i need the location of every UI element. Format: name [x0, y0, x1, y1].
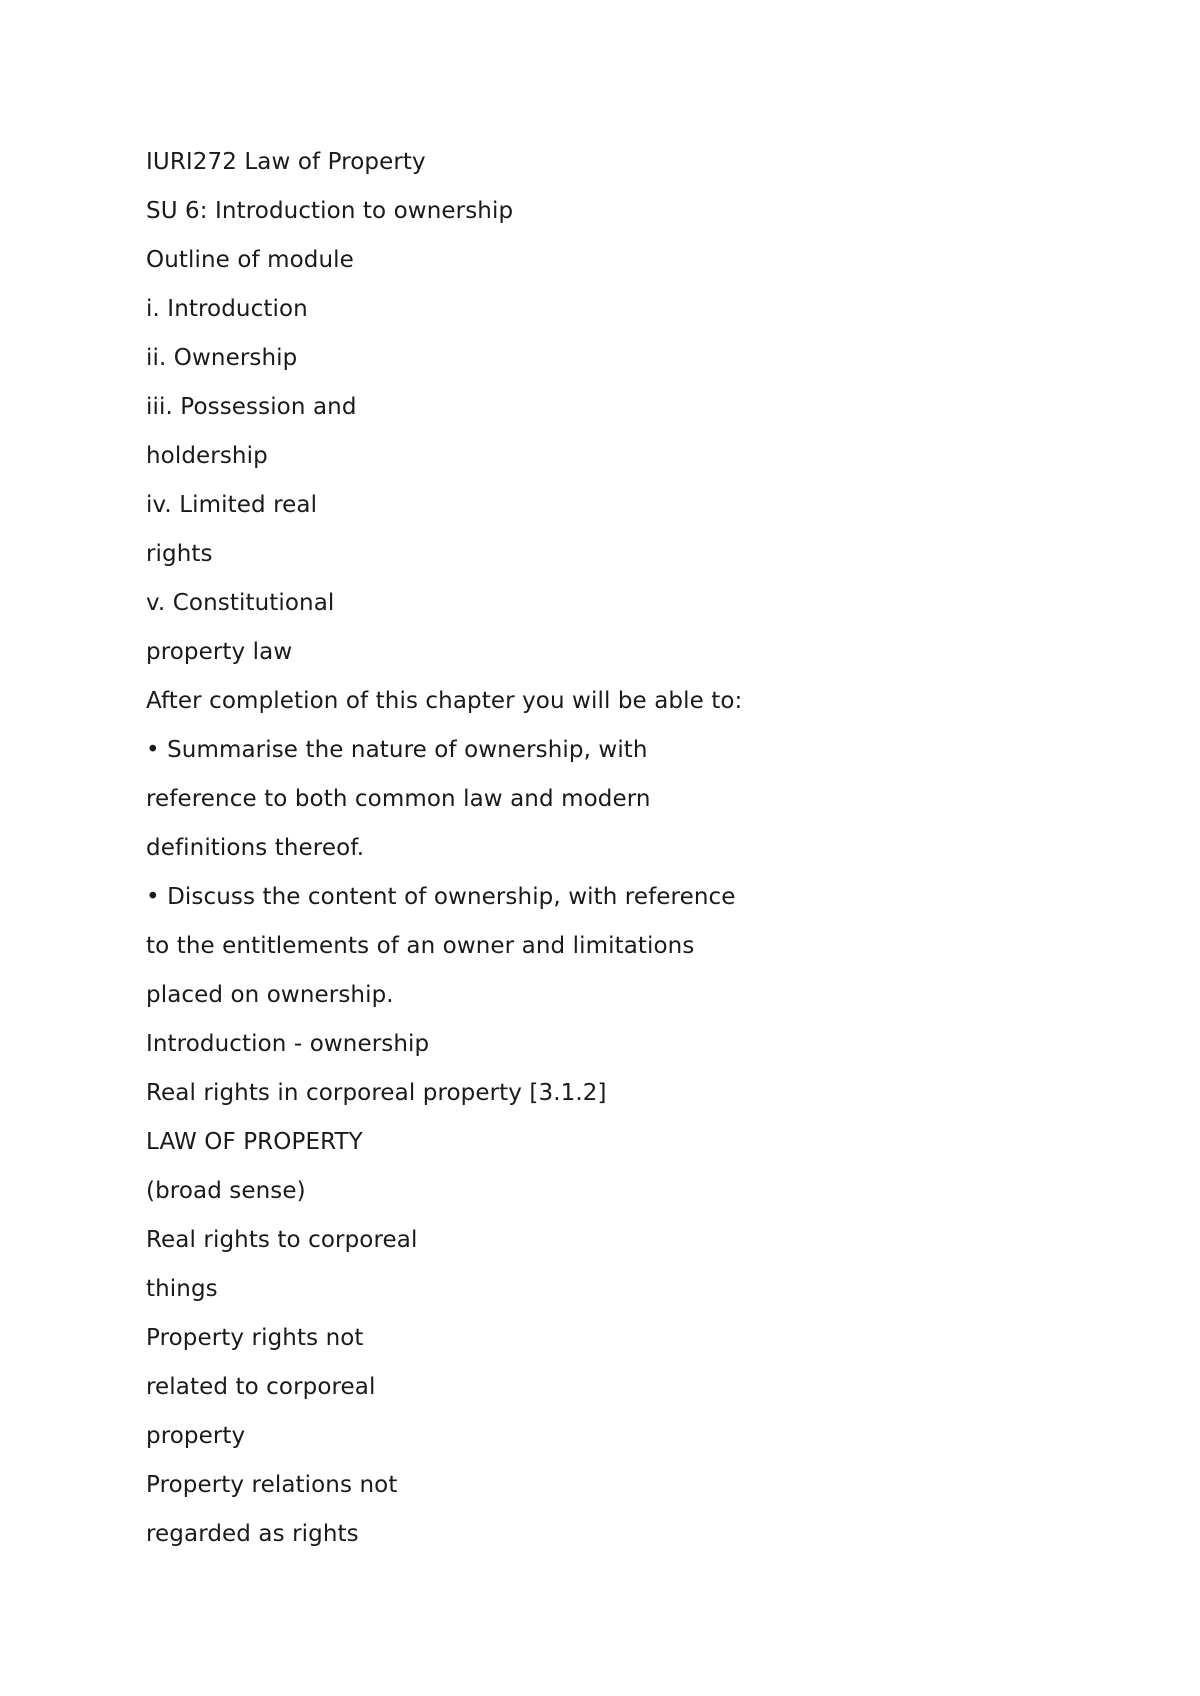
document-body — [146, 138, 1046, 1559]
study-unit-title: SU 6: Introduction to ownership — [146, 198, 514, 224]
outcome-bullet-continued: to the entitlements of an owner and limitations — [146, 933, 695, 959]
outcome-bullet-continued: reference to both common law and modern — [146, 786, 651, 812]
diagram-text: Property rights not — [146, 1325, 364, 1351]
diagram-text: (broad sense) — [146, 1178, 306, 1204]
outcome-bullet-continued: definitions thereof. — [146, 835, 365, 861]
course-title: IURI272 Law of Property — [146, 149, 426, 175]
diagram-text: related to corporeal — [146, 1374, 376, 1400]
diagram-text: regarded as rights — [146, 1521, 359, 1547]
section-subheading: Real rights in corporeal property [3.1.2] — [146, 1080, 607, 1106]
diagram-text: LAW OF PROPERTY — [146, 1129, 363, 1155]
outline-item: iii. Possession and — [146, 394, 357, 420]
outline-item: i. Introduction — [146, 296, 308, 322]
outline-item-continued: holdership — [146, 443, 268, 469]
section-heading: Introduction - ownership — [146, 1031, 430, 1057]
outline-item: ii. Ownership — [146, 345, 298, 371]
outcome-bullet: • Discuss the content of ownership, with reference — [146, 884, 736, 910]
outline-item-continued: rights — [146, 541, 213, 567]
diagram-text: property — [146, 1423, 246, 1449]
outcome-bullet-continued: placed on ownership. — [146, 982, 394, 1008]
diagram-text: Property relations not — [146, 1472, 398, 1498]
diagram-text: things — [146, 1276, 218, 1302]
diagram-text: Real rights to corporeal — [146, 1227, 418, 1253]
outline-heading: Outline of module — [146, 247, 354, 273]
outcomes-intro: After completion of this chapter you will be able to: — [146, 688, 743, 714]
outcome-bullet: • Summarise the nature of ownership, with — [146, 737, 648, 763]
outline-item-continued: property law — [146, 639, 293, 665]
outline-item: v. Constitutional — [146, 590, 335, 616]
outline-item: iv. Limited real — [146, 492, 318, 518]
